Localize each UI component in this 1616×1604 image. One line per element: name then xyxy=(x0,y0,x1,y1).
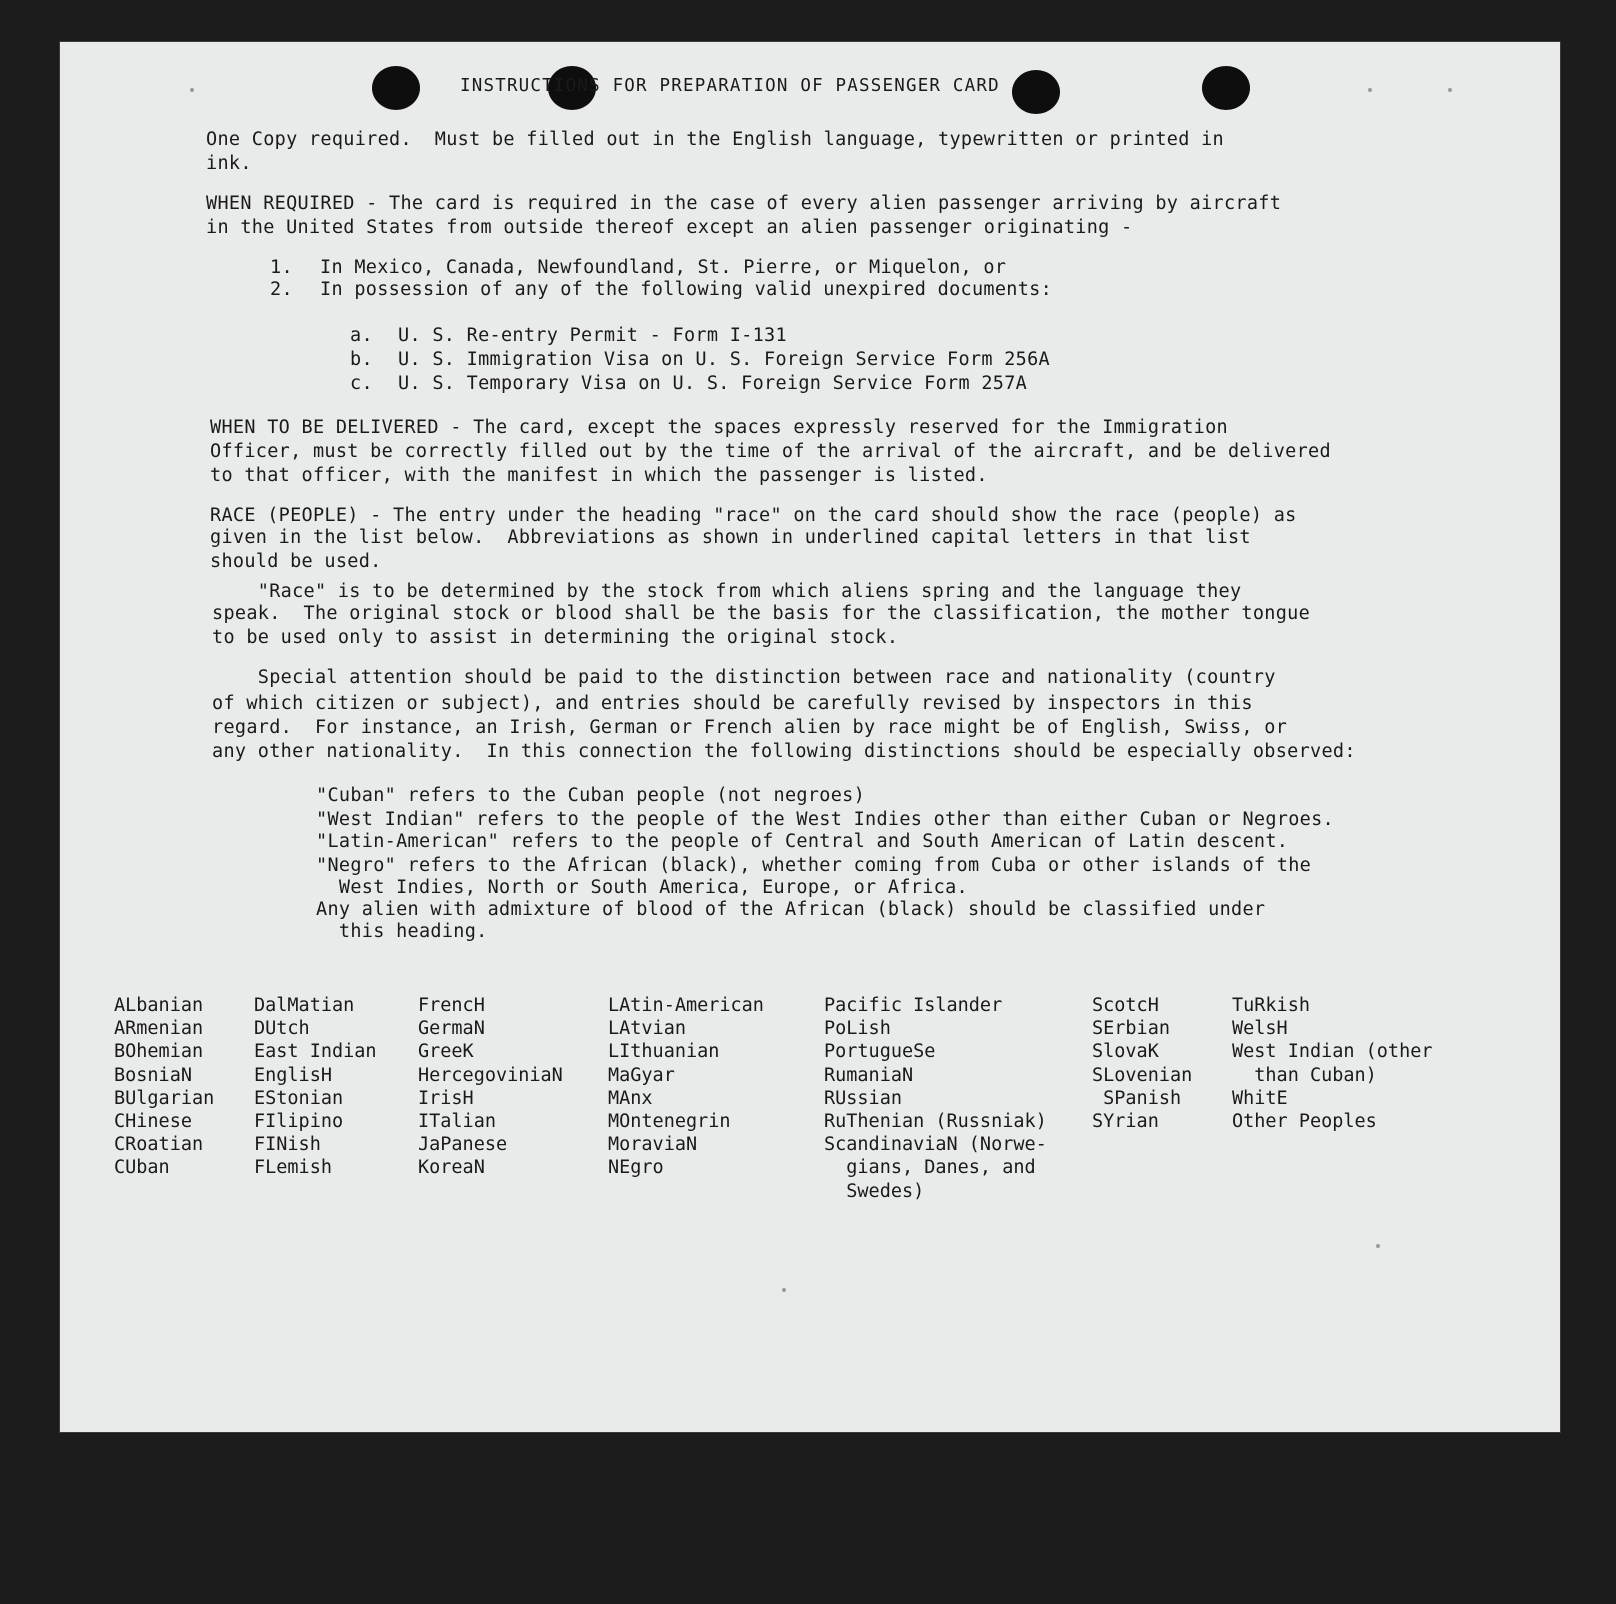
punch-hole xyxy=(1012,70,1060,114)
race-list-item: DUtch xyxy=(254,1018,310,1040)
sub-list-item: U. S. Re-entry Permit - Form I-131 xyxy=(398,325,787,346)
race-text: to be used only to assist in determining the original stock. xyxy=(212,627,899,648)
race-list-item: LAtin-American xyxy=(608,995,764,1016)
race-list-column xyxy=(1092,994,1192,1133)
race-list-item: CHinese xyxy=(114,1111,192,1133)
sub-list-letter: b. xyxy=(350,349,373,370)
race-list-item: BUlgarian xyxy=(114,1087,215,1109)
race-list-item: GermaN xyxy=(418,1018,485,1040)
race-list-column xyxy=(608,994,764,1180)
race-list-item: BOhemian xyxy=(114,1041,204,1063)
race-list-item: Pacific Islander xyxy=(824,995,1003,1016)
list-number: 1. xyxy=(270,257,293,278)
race-list-item: PoLish xyxy=(824,1018,891,1040)
when-required-text: in the United States from outside thereof except an alien passenger originating - xyxy=(206,217,1133,238)
race-text: of which citizen or subject), and entries should be carefully revised by inspectors in this xyxy=(212,693,1253,714)
race-list-item: ScotcH xyxy=(1092,995,1159,1016)
race-text: Special attention should be paid to the distinction between race and nationality (country xyxy=(212,667,1276,688)
race-list-item: SLovenian xyxy=(1092,1064,1193,1086)
race-definition: "Negro" refers to the African (black), whether coming from Cuba or other islands of the xyxy=(316,855,1312,876)
race-list-item: Other Peoples xyxy=(1232,1111,1377,1133)
sub-list-item: U. S. Temporary Visa on U. S. Foreign Service Form 257A xyxy=(398,373,1028,394)
race-list-item: MoraviaN xyxy=(608,1134,698,1156)
race-list-item: FIlipino xyxy=(254,1111,344,1133)
race-text: "Race" is to be determined by the stock from which aliens spring and the language they xyxy=(212,581,1242,602)
race-text: regard. For instance, an Irish, German or French alien by race might be of English, Swiss, or xyxy=(212,717,1288,738)
race-list-item: CUban xyxy=(114,1157,170,1179)
race-list-item: TuRkish xyxy=(1232,995,1310,1016)
race-list-item: EnglisH xyxy=(254,1064,332,1086)
race-list-item: NEgro xyxy=(608,1157,664,1179)
race-list-item: EStonian xyxy=(254,1087,344,1109)
race-list-item: SErbian xyxy=(1092,1018,1170,1040)
race-definition: this heading. xyxy=(316,921,488,942)
when-required-text: WHEN REQUIRED - The card is required in the case of every alien passenger arriving by aircraft xyxy=(206,193,1282,214)
race-list-item: than Cuban) xyxy=(1232,1064,1377,1086)
race-text: should be used. xyxy=(210,551,382,572)
race-list-item: Swedes) xyxy=(824,1180,925,1202)
race-list-column xyxy=(824,994,1047,1203)
when-delivered-text: WHEN TO BE DELIVERED - The card, except the spaces expressly reserved for the Immigration xyxy=(210,417,1228,438)
race-list-item: BosniaN xyxy=(114,1064,192,1086)
sub-list-letter: a. xyxy=(350,325,373,346)
race-list-item: WelsH xyxy=(1232,1018,1288,1040)
race-list-item: FINish xyxy=(254,1134,321,1156)
race-list-column xyxy=(114,994,214,1180)
race-list-item: RuThenian (Russniak) xyxy=(824,1111,1047,1133)
race-list-column xyxy=(1232,994,1432,1133)
document-page xyxy=(60,42,1560,1432)
race-definition: West Indies, North or South America, Europe, or Africa. xyxy=(316,877,968,898)
punch-hole xyxy=(1202,66,1250,110)
race-list-item: East Indian xyxy=(254,1041,377,1063)
race-list-item: SYrian xyxy=(1092,1111,1159,1133)
race-list-item: WhitE xyxy=(1232,1087,1288,1109)
page-title: INSTRUCTIONS FOR PREPARATION OF PASSENGER CARD xyxy=(460,76,1000,96)
list-item: In possession of any of the following valid unexpired documents: xyxy=(320,279,1053,300)
race-list-item: gians, Danes, and xyxy=(824,1157,1036,1179)
race-list-item: West Indian (other xyxy=(1232,1041,1433,1063)
race-list-item: CRoatian xyxy=(114,1134,204,1156)
race-list-item: GreeK xyxy=(418,1041,474,1063)
race-list-item: HercegoviniaN xyxy=(418,1064,563,1086)
intro-line: ink. xyxy=(206,153,252,174)
race-definition: Any alien with admixture of blood of the African (black) should be classified under xyxy=(316,899,1266,920)
race-list-item: LIthuanian xyxy=(608,1041,720,1063)
race-definition: "Cuban" refers to the Cuban people (not negroes) xyxy=(316,785,866,806)
race-list-item: RUssian xyxy=(824,1087,902,1109)
race-list-column xyxy=(418,994,563,1180)
race-list-item: IrisH xyxy=(418,1087,474,1109)
race-list-item: ALbanian xyxy=(114,995,204,1016)
race-list-item: MOntenegrin xyxy=(608,1111,731,1133)
when-delivered-text: to that officer, with the manifest in which the passenger is listed. xyxy=(210,465,988,486)
race-list-item: ITalian xyxy=(418,1111,496,1133)
sub-list-letter: c. xyxy=(350,373,373,394)
race-list-item: MaGyar xyxy=(608,1064,675,1086)
race-list-item: ARmenian xyxy=(114,1018,204,1040)
race-text: speak. The original stock or blood shall be the basis for the classification, the mother tongue xyxy=(212,603,1311,624)
race-list-item: ScandinaviaN (Norwe- xyxy=(824,1134,1047,1156)
race-list-column xyxy=(254,994,377,1180)
race-list-item: MAnx xyxy=(608,1087,653,1109)
when-delivered-text: Officer, must be correctly filled out by the time of the arrival of the aircraft, and be delivered xyxy=(210,441,1331,462)
sub-list-item: U. S. Immigration Visa on U. S. Foreign Service Form 256A xyxy=(398,349,1050,370)
race-list-item: JaPanese xyxy=(418,1134,508,1156)
race-definition: "West Indian" refers to the people of the West Indies other than either Cuban or Negroes. xyxy=(316,809,1334,830)
race-list-item: SPanish xyxy=(1092,1087,1182,1109)
race-list-item: FrencH xyxy=(418,995,485,1016)
race-list-item: RumaniaN xyxy=(824,1064,914,1086)
race-definition: "Latin-American" refers to the people of Central and South American of Latin descent. xyxy=(316,831,1289,852)
race-text: RACE (PEOPLE) - The entry under the heading "race" on the card should show the race (people) as xyxy=(210,505,1297,526)
race-list-item: LAtvian xyxy=(608,1018,686,1040)
intro-line: One Copy required. Must be filled out in the English language, typewritten or printed in xyxy=(206,129,1224,150)
race-text: any other nationality. In this connection the following distinctions should be especially observed: xyxy=(212,741,1356,762)
race-list-item: PortugueSe xyxy=(824,1041,936,1063)
race-text: given in the list below. Abbreviations as shown in underlined capital letters in that list xyxy=(210,527,1251,548)
race-list-item: FLemish xyxy=(254,1157,332,1179)
race-list-item: SlovaK xyxy=(1092,1041,1159,1063)
punch-hole xyxy=(372,66,420,110)
list-number: 2. xyxy=(270,279,293,300)
race-list-item: KoreaN xyxy=(418,1157,485,1179)
race-list-item: DalMatian xyxy=(254,995,355,1016)
list-item: In Mexico, Canada, Newfoundland, St. Pierre, or Miquelon, or xyxy=(320,257,1007,278)
